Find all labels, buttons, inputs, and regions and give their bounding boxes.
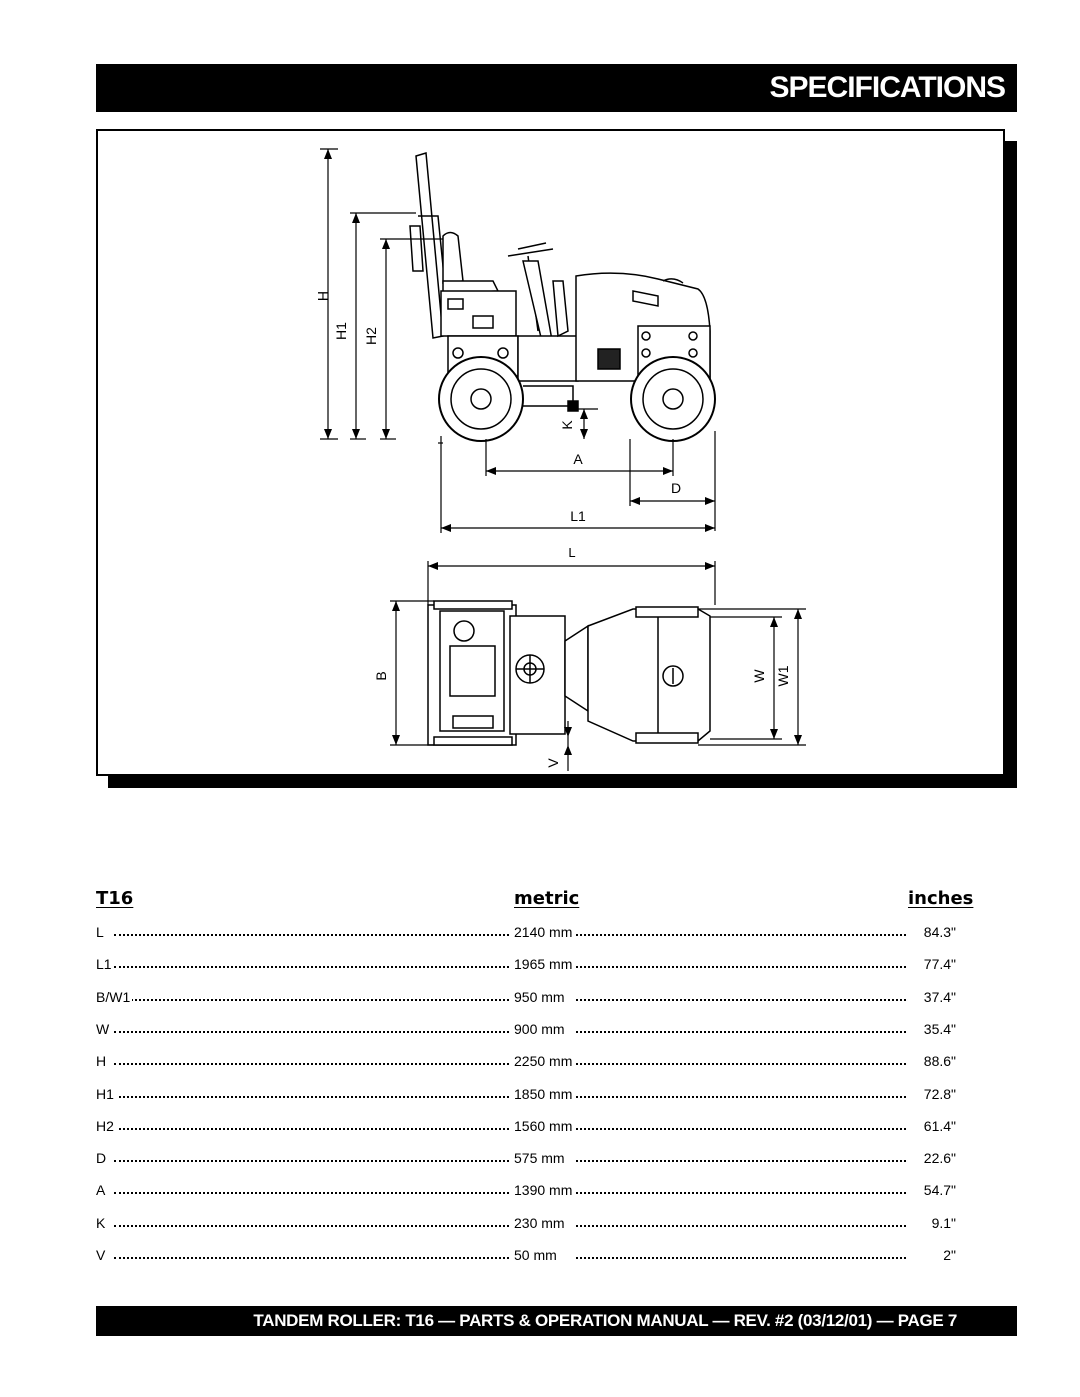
- spec-metric-value: 950 mm: [514, 988, 565, 1005]
- dim-label-k: K: [559, 420, 575, 430]
- dim-label-l1: L1: [570, 508, 586, 524]
- dot-leader: [114, 999, 509, 1001]
- spec-metric-value: 2250 mm: [514, 1053, 573, 1070]
- dot-leader: [114, 1160, 509, 1162]
- dot-leader: [114, 1031, 509, 1033]
- spec-inches-value: 84.3": [923, 924, 956, 940]
- dot-leader: [114, 1128, 509, 1130]
- spec-row: [96, 1214, 958, 1236]
- dim-label-h1: H1: [333, 322, 349, 340]
- spec-label: H: [96, 1053, 107, 1070]
- spec-label: L: [96, 924, 104, 940]
- dot-leader: [114, 1063, 509, 1065]
- spec-row: [96, 1181, 958, 1203]
- spec-inches-value: 54.7": [923, 1182, 956, 1199]
- dim-label-b: B: [373, 671, 389, 681]
- dim-label-w1: W1: [775, 665, 791, 687]
- header-bar: [96, 64, 1017, 112]
- dot-leader: [576, 1128, 906, 1130]
- spec-inches-value: 61.4": [923, 1117, 956, 1134]
- dot-leader: [576, 1063, 906, 1065]
- spec-inches-value: 72.8": [923, 1085, 956, 1102]
- dot-leader: [114, 1225, 509, 1227]
- spec-metric-value: 50 mm: [514, 1247, 557, 1263]
- spec-row: [96, 1246, 958, 1268]
- page-title: SPECIFICATIONS: [769, 71, 1005, 104]
- spec-row: [96, 923, 958, 945]
- dot-leader: [576, 1096, 906, 1098]
- spec-inches-value: 77.4": [923, 956, 956, 973]
- dim-label-v: V: [545, 758, 561, 768]
- spec-row: [96, 1052, 958, 1074]
- spec-label: H2: [96, 1117, 114, 1134]
- side-view-drawing: [320, 149, 715, 533]
- dot-leader: [576, 999, 906, 1001]
- top-view-drawing: [390, 561, 806, 771]
- spec-metric-header: metric: [514, 888, 580, 909]
- spec-metric-value: 900 mm: [514, 1020, 565, 1037]
- spec-label: B/W1: [96, 988, 131, 1005]
- dim-label-w: W: [751, 669, 767, 683]
- spec-row: [96, 1149, 958, 1171]
- dot-leader: [576, 1160, 906, 1162]
- dot-leader: [114, 1096, 509, 1098]
- footer-bar: [96, 1306, 1017, 1336]
- dim-label-a: A: [573, 451, 583, 467]
- dimension-figure: [96, 129, 1005, 776]
- spec-inches-value: 37.4": [923, 988, 956, 1005]
- spec-label: K: [96, 1214, 106, 1231]
- spec-row: [96, 988, 958, 1010]
- spec-label: D: [96, 1150, 107, 1167]
- spec-label: A: [96, 1182, 106, 1199]
- spec-inches-value: 88.6": [923, 1053, 956, 1070]
- spec-metric-value: 1850 mm: [514, 1085, 573, 1102]
- dot-leader: [576, 1225, 906, 1227]
- dim-label-d: D: [670, 480, 682, 496]
- dot-leader: [576, 966, 906, 968]
- dot-leader: [576, 1192, 906, 1194]
- spec-metric-value: 1560 mm: [514, 1117, 573, 1134]
- spec-label: V: [96, 1247, 106, 1263]
- dot-leader: [114, 1257, 509, 1259]
- dim-label-h: H: [315, 290, 331, 302]
- spec-inches-value: 9.1": [931, 1214, 956, 1231]
- spec-label: W: [96, 1020, 110, 1037]
- dot-leader: [114, 966, 509, 968]
- dot-leader: [576, 934, 906, 936]
- spec-row: [96, 1117, 958, 1139]
- spec-label: L1: [96, 956, 112, 973]
- spec-inches-value: 2": [943, 1247, 956, 1263]
- spec-row: [96, 955, 958, 977]
- spec-inches-value: 22.6": [923, 1150, 956, 1167]
- spec-model-header: T16: [96, 888, 134, 909]
- dim-label-h2: H2: [363, 327, 379, 345]
- spec-metric-value: 1965 mm: [514, 956, 573, 973]
- spec-metric-value: 1390 mm: [514, 1182, 573, 1199]
- spec-metric-value: 2140 mm: [514, 924, 573, 940]
- spec-inches-value: 35.4": [923, 1020, 956, 1037]
- spec-label: H1: [96, 1085, 114, 1102]
- dot-leader: [114, 1192, 509, 1194]
- dot-leader: [576, 1031, 906, 1033]
- dot-leader: [576, 1257, 906, 1259]
- spec-row: [96, 1020, 958, 1042]
- spec-row: [96, 1085, 958, 1107]
- dim-label-l: L: [568, 545, 576, 560]
- footer-text: TANDEM ROLLER: T16 — PARTS & OPERATION MANUAL — REV. #2 (03/12/01) — PAGE 7: [253, 1311, 957, 1330]
- dot-leader: [114, 934, 509, 936]
- spec-metric-value: 575 mm: [514, 1150, 565, 1167]
- spec-inches-header: inches: [908, 888, 974, 909]
- spec-metric-value: 230 mm: [514, 1214, 565, 1231]
